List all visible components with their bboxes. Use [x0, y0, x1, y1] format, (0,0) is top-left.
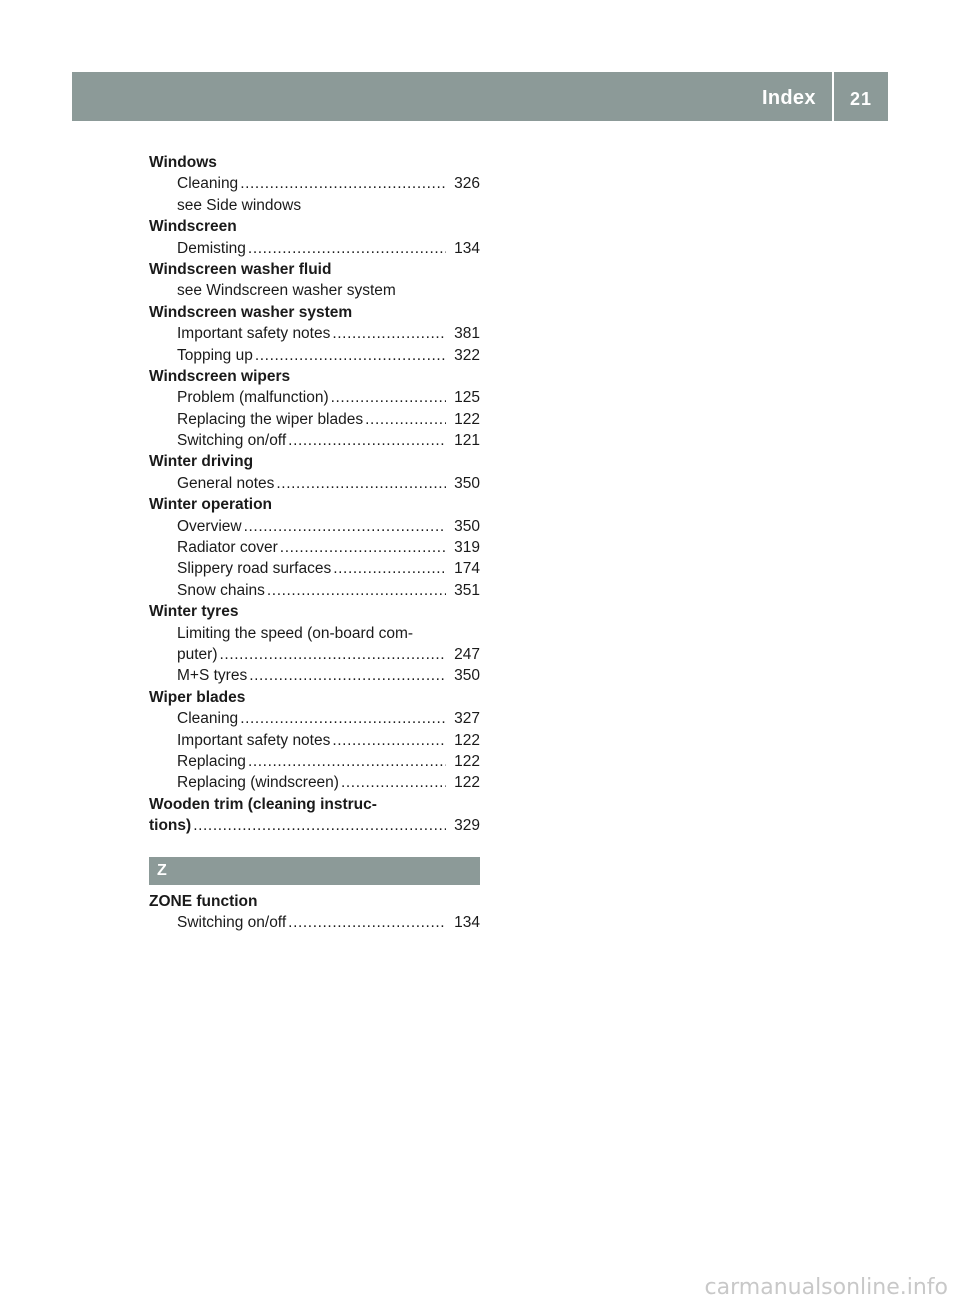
index-entry-wooden-trim[interactable]: [149, 815, 480, 836]
index-entry-label: General notes: [177, 474, 275, 492]
leader-dots: [191, 815, 446, 836]
page-ref: 322: [454, 346, 480, 364]
index-entry[interactable]: [149, 772, 480, 793]
index-heading[interactable]: Wiper blades: [149, 688, 246, 706]
index-entry-label: Replacing the wiper blades: [177, 410, 364, 428]
leader-dots: [330, 323, 446, 344]
leader-dots: [218, 644, 447, 665]
leader-dots: [265, 580, 446, 601]
index-heading[interactable]: Windscreen washer fluid: [149, 260, 332, 278]
page-ref: 122: [454, 774, 480, 792]
index-entry[interactable]: [149, 238, 480, 259]
page-ref: 122: [454, 752, 480, 770]
leader-dots: [274, 473, 446, 494]
index-entry-label: Radiator cover: [177, 539, 278, 557]
index-entry[interactable]: [149, 580, 480, 601]
page-number: 21: [850, 89, 873, 109]
leader-dots: [363, 409, 446, 430]
index-entry[interactable]: [149, 173, 480, 194]
index-heading[interactable]: Windscreen washer system: [149, 303, 353, 321]
index-cross-reference[interactable]: see Windscreen washer system: [177, 282, 396, 300]
leader-dots: [330, 730, 446, 751]
page-title: Index: [762, 87, 816, 109]
index-entry[interactable]: [149, 516, 480, 537]
index-entry[interactable]: [149, 558, 480, 579]
index-cross-reference[interactable]: see Side windows: [177, 196, 302, 214]
index-column: [149, 152, 480, 933]
page-ref: 121: [454, 432, 480, 450]
page-ref: 326: [454, 175, 480, 193]
index-entry[interactable]: [149, 430, 480, 451]
leader-dots: [246, 751, 446, 772]
page-ref: 122: [454, 731, 480, 749]
page-ref: 381: [454, 325, 480, 343]
index-entry[interactable]: [149, 323, 480, 344]
page-ref: 125: [454, 389, 480, 407]
index-entry-label: Switching on/off: [177, 432, 287, 450]
index-entry[interactable]: [149, 665, 480, 686]
index-entry-label: M+S tyres: [177, 667, 248, 685]
leader-dots: [286, 912, 446, 933]
index-heading[interactable]: Windscreen wipers: [149, 367, 291, 385]
index-entry-label: puter): [177, 645, 218, 663]
index-heading[interactable]: Windows: [149, 154, 217, 171]
index-entry[interactable]: [149, 345, 480, 366]
index-heading-zone[interactable]: ZONE function: [149, 892, 258, 910]
index-groups: [149, 152, 480, 794]
page-ref: 327: [454, 710, 480, 728]
page-ref: 351: [454, 581, 480, 599]
index-entry[interactable]: [149, 730, 480, 751]
index-entry[interactable]: [149, 473, 480, 494]
leader-dots: [246, 238, 446, 259]
index-heading-wooden-trim[interactable]: Wooden trim (cleaning instruc-: [149, 795, 377, 813]
index-entry-label: Snow chains: [177, 581, 265, 599]
index-entry-label: Slippery road surfaces: [177, 560, 332, 578]
header-divider: [832, 72, 834, 121]
index-entry-label: Switching on/off: [177, 913, 287, 931]
index-entry[interactable]: [149, 409, 480, 430]
index-entry-label: Replacing: [177, 752, 246, 770]
leader-dots: [242, 516, 447, 537]
index-entry[interactable]: [149, 751, 480, 772]
index-entry[interactable]: [149, 387, 480, 408]
index-heading[interactable]: Winter driving: [149, 453, 254, 471]
page-ref: 122: [454, 410, 480, 428]
index-entry[interactable]: [149, 537, 480, 558]
leader-dots: [331, 558, 446, 579]
page-ref: 329: [454, 817, 480, 835]
index-entry-label: Important safety notes: [177, 325, 331, 343]
index-heading[interactable]: Windscreen: [149, 218, 237, 236]
index-heading[interactable]: Winter tyres: [149, 603, 239, 621]
index-entry-label: Cleaning: [177, 710, 239, 728]
leader-dots: [247, 665, 446, 686]
leader-dots: [253, 345, 446, 366]
index-entry[interactable]: [149, 708, 480, 729]
page-ref: 134: [454, 913, 480, 931]
index-entry-label: Cleaning: [177, 175, 239, 193]
index-cross-reference[interactable]: Limiting the speed (on-board com-: [177, 624, 414, 642]
page-ref: 350: [454, 517, 480, 535]
page-ref: 247: [454, 645, 480, 663]
index-entry-label: Topping up: [177, 346, 253, 364]
page-ref: 319: [454, 539, 480, 557]
index-entry[interactable]: [149, 912, 480, 933]
page-ref: 134: [454, 239, 480, 257]
page-ref: 350: [454, 474, 480, 492]
page-ref: 174: [454, 560, 480, 578]
index-entry-label: Replacing (windscreen): [177, 774, 339, 792]
section-letter-bar: Z: [149, 857, 480, 885]
leader-dots: [339, 772, 446, 793]
leader-dots: [329, 387, 447, 408]
index-entry-label: Important safety notes: [177, 731, 331, 749]
page-ref: 350: [454, 667, 480, 685]
index-heading[interactable]: Winter operation: [149, 496, 273, 514]
index-entry-label: Demisting: [177, 239, 246, 257]
leader-dots: [286, 430, 446, 451]
watermark: carmanualsonline.info: [704, 1275, 948, 1300]
leader-dots: [238, 708, 446, 729]
leader-dots: [238, 173, 446, 194]
index-entry[interactable]: [149, 644, 480, 665]
index-entry-label: Problem (malfunction): [177, 389, 329, 407]
index-entry-label: Overview: [177, 517, 242, 535]
index-entry-label: tions): [149, 817, 192, 835]
leader-dots: [278, 537, 446, 558]
